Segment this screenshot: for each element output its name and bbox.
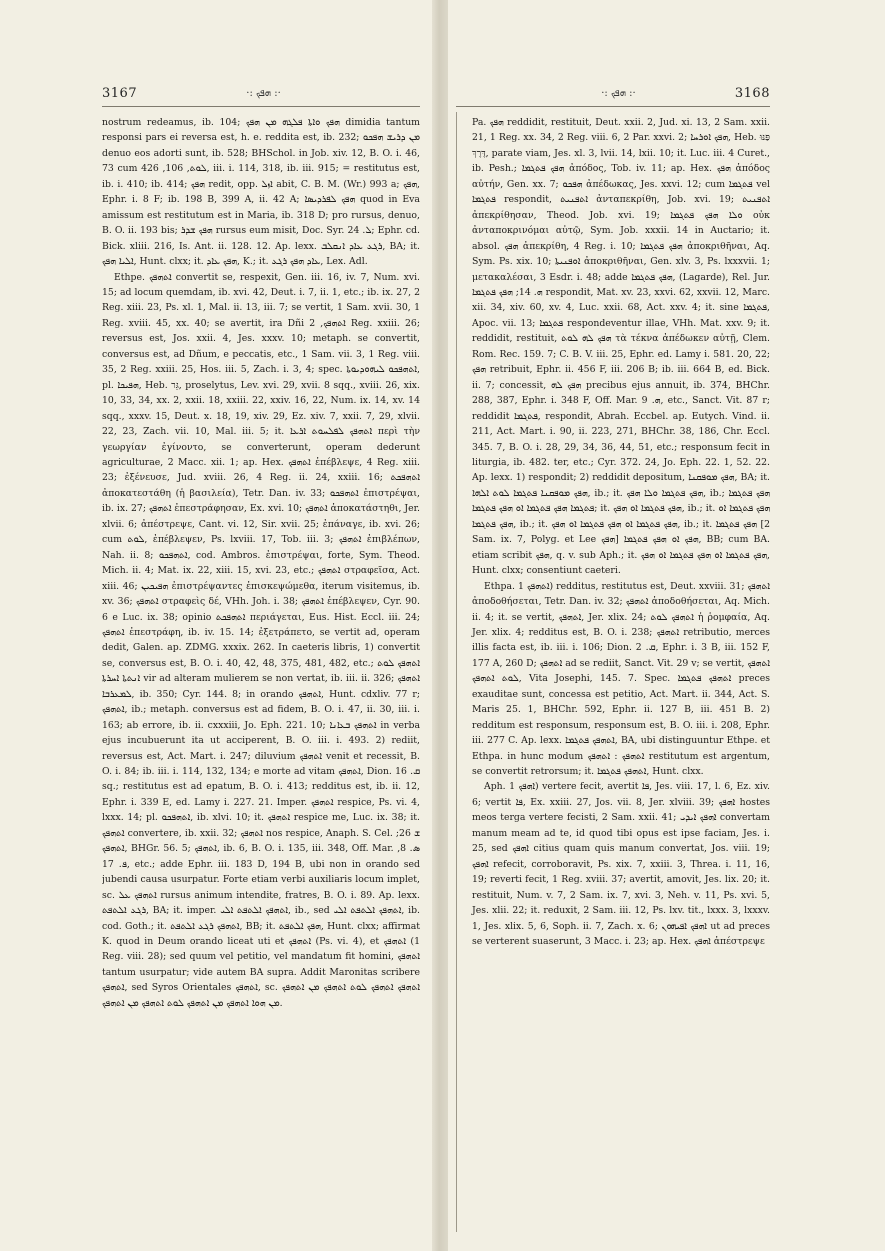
left-page-number: 3167 <box>102 86 138 102</box>
right-paragraph-3: Aph. ܐܗܦܟ 1) vertere fecit, avertit ܦܐ, Jes. viii. 17, l. 6, Ez. xiv. 6; vertit ܦܐ, Ex. xxiii. 27, Jos. vii. 8, Jer. xlviii. 39; ܐܗܦܟ hostes meos terga vertere fecisti, 2 Sam. xxii. 41; ܐܗܦܟ ܐܝܕܝ convertam manum meam ad te, id quod tibi opus est ipse faciam, Jes. i. 25, sed ܐܗܦܟ citius quam quis manum convertat, Jos. viii. 19; ܐܗܦܟ refecit, corroboravit, Ps. xix. 7, xxiii. 3, Threa. i. 11, 16, 19; reverti fecit, 1 Reg. xviii. 37; avertit, amovit, Jes. lix. 20; it. restituit, Num. v. 7, 2 Sam. ix. 7, xvi. 3, Neh. v. 11, Ps. xvi. 5, Jes. xlii. 22; it. reduxit, 2 Sam. iii. 12, Ps. lxv. tit., lxxx. 3, lxxxv. 1, Jes. xlix. 5, 6, Soph. ii. 7, Zach. x. 6; ܐܗܦܟ ܐܦܝܗܘܢ ut ad preces se verterent suaserunt, 3 Macc. i. 23; ap. Hex. ܐܗܦܟ ἀπέστρεψε <box>472 781 770 948</box>
left-paragraph-1: nostrum redeamus, ib. 104; ܗܦܟ ܘܐܬܐ ܦܠܓܗ ܡܢ ܗܦܟ dimidia tantum responsi pars ei reversa est, h. e. reddita est, ib. 232; ܡܢ ܕܪܝܫ ܗܦܟܘ denuo eos adorti sunt, ib. 528; BHSchol. in Job. xiv. 12, B. O. i. 46, 73 cum ܠܘܬ, 106, 426, iii. i. 114, 318, ib. iii. 915; = restitutus est, ib. i. 410; ib. 414; ܗܦܟ redit, opp. ܐܙܠ abit, C. B. M. (Wr.) 993 a; ܗܦܟ, Ephr. i. 8 F; ib. 198 B, 399 A, ii. 42 A; ܗܦܟ ܠܦܪܕܝܣܐ quod in Eva amissum est restitutum est in Maria, ib. 318 D; pro rursus, denuo, B. O. ii. 193 bis; ܗܦܟ ܫܕܪ rursus eum misit, Doc. Syr. ܠ. 24; Ephr. cd. Bick. xliii. 216, Is. Ant. ii. 128. 12. Ap. lexx. ܪܓܥ ܥܐܕ ܐܢܩܠܒ, BA; it. ܐܠܝܐ ܗܦܟ, Hunt. clxx; it. ܗܦܟ ܥܐܕ, K.; it. ܥܐܕ ܗܦܟ ܪܓܥ, Lex. Adl. <box>102 117 420 268</box>
left-page <box>102 82 420 1232</box>
right-page <box>456 82 770 1232</box>
right-page-header <box>456 82 770 107</box>
left-page-header <box>102 82 420 107</box>
book-gutter <box>432 0 448 1251</box>
right-page-text <box>456 115 770 949</box>
right-running-head: ·: ܗܦܟ :· <box>601 88 636 100</box>
left-running-head: ·: ܗܦܟ :· <box>246 88 281 100</box>
right-paragraph-2: Ethpa. ܐܬܗܦܟ 1) redditus, restitutus est, Deut. xxviii. 31; ܐܬܗܦܟ ἀποδοθήσεται, Tetr. Dan. iv. 32; ܐܬܗܦܟ ἀποδοθήσεται, Aq. Mich. ii. 4; it. se vertit, ܐܬܗܦܟ, Jer. xlix. 24; ܐܬܗܦܟ ܠܘܬ ἡ ῥομφαία, Aq. Jer. xlix. 4; redditus est, B. O. i. 238; ܐܬܗܦܟ retributio, merces illis facta est, ib. iii. i. 106; Dion. ܩ. 2, Ephr. i. 3 B, iii. 152 F, 177 A, 260 D; ܐܬܗܦܟ ad se rediit, Sanct. Vit. 29 v; se vertit, ܐܬܗܦܟ ܠܘܬ ܐܬܗܦܟ, Vita Josephi, 145. 7. Spec. ܐܬܗܦܟ ܦܬܓܡܐ preces exauditae sunt, concessa est petitio, Act. Mart. ii. 344, Act. S. Maris 25. 1, BHChr. 592, Ephr. ii. 127 B, iii. 451 B. 2) redditum est responsum, responsum est, B. O. iii. i. 208, Ephr. iii. 277 C. Ap. lexx. ܐܬܗܦܟ ܦܬܓܡܐ, BA, ubi distinguuntur Ethpe. et Ethpa. in hunc modum ܐܬܗܦܟ : ܐܬܗܦܟ restitutum est argentum, se convertit retrorsum; it. ܐܬܗܦܟ ܦܬܓܡܐ, Hunt. clxx. <box>472 580 770 778</box>
left-page-text <box>102 115 420 1011</box>
left-paragraph-2: Ethpe. ܐܬܗܦܟ convertit se, respexit, Gen. iii. 16, iv. 7, Num. xvi. 15; ad locum quemdam, ib. xvi. 42, Deut. i. 7, ii. 1, etc.; ib. ix. 27, 2 Reg. xiii. 23, Ps. xl. 1, Mal. ii. 13, iii. 7; se vertit, 1 Sam. xvii. 30, 1 Reg. xviii. 45, xx. 40; se avertit, ira Dñi ܐܬܗܦܟ, 2 Reg. xxiii. 26; reversus est, Jos. xxii. 4, Jes. xxxv. 10; metaph. se convertit, conversus est, ad Dñum, e peccatis, etc., 1 Sam. vii. 3, 1 Reg. viii. 35, 2 Reg. xxiii. 25, Hos. iii. 5, Zach. i. 3, 4; spec. ܐܬܗܦܟܘ ܠܝܗܘܕܝܘܬܐ, pl. ܗܦܝܟܐ, Heb. גֵּר, proselytus, Lev. xvi. 29, xvii. 8 sqq., xviii. 26, xix. 10, 33, 34, xx. 2, xxii. 18, xxiii. 22, xxiv. 16, 22, Num. ix. 14, xv. 14 sqq., xxxv. 15, Deut. x. 18, 19, xiv. 29, Ez. xiv. 7, xxii. 7, 29, xlvii. 22, 23, Zach. vii. 10, Mal. iii. 5; it. ܐܬܗܦܟ ܠܦܠܚܘܬ ܐܪܥܐ περὶ τὴν γεωργίαν ἐγίνοντο, se converterunt, operam dederunt agriculturae, 2 Macc. xii. 1; ap. Hex. ܐܬܗܦܟ ἐπέβλεψε, 4 Reg. xiii. 23; ἐξένευσε, Jud. xviii. 26, 4 Reg. ii. 24, xxiii. 16; ܐܬܗܦܟܬ ἀποκατεστάθη (ἡ βασιλεία), Tetr. Dan. iv. 33; ܐܬܗܦܟܘ ἐπιστρέψαι, ib. ix. 27; ܐܬܗܦܟ ἐπεστράφησαν, Ex. xvi. 10; ܐܬܗܦܟ ἀποκατάστηθι, Jer. xlvii. 6; ἀπέστρεψε, Cant. vi. 12, Sir. xvii. 25; ἐπάναγε, ib. xvi. 26; cum ܠܘܬ, ἐπέβλεψεν, Ps. lxviii. 17, Tob. iii. 3; ܐܬܗܦܟ ἐπιβλέπων, Nah. ii. 8; ܐܬܗܦܟܘ, cod. Ambros. ἐπιστρέψαι, forte, Sym. Theod. Mich. ii. 4; Mat. ix. 22, xiii. 15, xvi. 23, etc.; ܐܬܗܦܟ στραφεῖσα, Act. xiii. 46; ܗܦܝܟܝܢ ἐπιστρέψαντες ἐπισκεψώμεθα, iterum visitemus, ib. xv. 36; ܐܬܗܦܟ στραφεὶς δέ, VHh. Joh. i. 38; ܐܬܗܦܟ ἐπέβλεψεν, Cyr. 90. 6 e Luc. ix. 38; opinio ܐܬܗܦܟܬ περιάγεται, Eus. Hist. Eccl. iii. 24; ܐܬܗܦܟ ἐπεστράφη, ib. iv. 15. 14; ἐξετράπετο, se vertit ad, operam dedit, Galen. ap. ZDMG. xxxix. 262. In caeteris libris, 1) convertit se, conversus est, B. O. i. 40, 42, 48, 375, 481, 482, etc.; ܐܬܗܦܟ ܠܘܬ ܐܢܬܬܐ ܐܚܪܬܐ vir ad alteram mulierem se non vertat, ib. iii. ii. 326; ܐܬܗܦܟ ܠܡܥܪܒܐ, ib. 350; Cyr. 144. 8; in orando ܐܬܗܦܟ, Hunt. cdxliv. 77 r; ܐܬܗܦܟ, ib.; metaph. conversus est ad fidem, B. O. i. 47, ii. 30, iii. i. 163; ab errore, ib. ii. cxxxiii, Jo. Eph. 221. 10; ܐܬܗܦܟ ܒܥܐܢܐ in verba ejus incubuerunt ita ut acciperent, B. O. iii. i. 493. 2) rediit, reversus est, Act. Mart. i. 247; diluvium ܐܬܗܦܟ venit et recessit, B. O. i. 84; ib. iii. i. 114, 132, 134; e morte ad vitam ܐܬܗܦܟ, Dion. ܩ. 16 sq.; restitutus est ad epatum, B. O. i. 413; redditus est, ib. ii. 12, Ephr. i. 339 E, ed. Lamy i. 227. 21. Imper. ܐܬܗܦܟ respice, Ps. vi. 4, lxxx. 14; pl. ܐܬܗܦܟܘ, ib. xlvi. 10; it. ܐܬܗܦܟ respice me, Luc. ix. 38; it. ܐܬܗܦܟ convertere, ib. xxii. 32; ܐܬܗܦܟ nos respice, Anaph. S. Cel. ܫ 26; ܐܬܗܦܟ, BHGr. 56. 5; ܐܬܗܦܟ, ib. 6, B. O. i. 135, iii. 348, Off. Mar. ܣ. 8, ܦ. 17, etc.; adde Ephr. iii. 183 D, 194 B, ubi non in orando sed jubendi causa usurpatur. Forte etiam verbi auxiliaris locum implet, sc. ܐܬܗܦܟ ܥܠ rursus animum intendite, fratres, B. O. i. 89. Ap. lexx. ܪܓܥ ܐܠܬܦܬ, BA; it. imper. ܐܬܗܦܟ ܐܠܬܦܬ ܐܠܝ, ib., sed ܐܬܗܦܟ ܐܠܬܦܬ ܐܠܝ, ib. cod. Goth.; it. ܐܬܗܦܟ ܪܓܥ ܐܠܬܦܬ, BB; it. ܗܦܟ ܐܠܬܦܬ, Hunt. clxx; affirmat K. quod in Deum orando liceat uti et ܐܬܗܦܟ (Ps. vi. 4), et ܐܬܗܦܟ (1 Reg. viii. 28); sed quum vel petitio, vel mandatum fit homini, ܐܬܗܦܟ tantum usurpatur; vide autem BA supra. Addit Maronitas scribere ܐܬܗܦܟ, sed Syros Orientales ܐܬܗܦܟ, sc. ܐܬܗܦܟ ܐܬܗܦܟ ܠܘܬ ܐܬܗܦܟ ܡܢ ܐܬܗܦܟ ܡܢ ܗܘܐ ܐܬܗܦܟ ܡܢ ܐܬܗܦܟ ܠܘܬ ܐܬܗܦܟ ܡܢ ܐܬܗܦܟ. <box>102 271 420 1009</box>
right-paragraph-1: Pa. ܗܦܟ reddidit, restituit, Deut. xxii. 2, Jud. xi. 13, 2 Sam. xxii. 21, 1 Reg. xx. 34, 2 Reg. viii. 6, 2 Par. xxvi. 2; ܗܦܟ ܐܘܪܚܐ, Heb. פַּנּוּ דֶּרֶךְ, parate viam, Jes. xl. 3, lvii. 14, lxii. 10; it. Luc. iii. 4 Curet., ib. Pesh.; ܗܦܟ ܦܬܓܡܐ ἀπόδος, Tob. iv. 11; ap. Hex. ܗܦܟ ἀπόδος αὐτήν, Gen. xx. 7; ܗܦܟܘ ἀπέδωκας, Jes. xxvi. 12; cum ܦܬܓܡܐ vel ܦܬܓܡܐ respondit, ܐܬܦܢܝܬ ἀνταπεκρίθη, Job. xvi. 19; ܐܬܦܢܝܬ ἀπεκρίθησαν, Theod. Job. xvi. 19; ܘܠܐ ܗܦܟ ܦܬܓܡܐ οὐκ ἀνταποκρινόμαι αὐτῷ, Sym. Job. xxxii. 14 in Auctario; it. absol. ܗܦܟ ἀπεκρίθη, 4 Reg. i. 10; ܗܦܟ ܦܬܓܡܐ ἀποκριθῆναι, Aq. Sym. Ps. xix. 10; ܐܘܦܢܝܬܐ ἀποκριθῆναι, Gen. xlv. 3, Ps. lxxxvii. 1; μετακαλέσαι, 3 Esdr. i. 48; adde ܗܦܟ ܦܬܓܡܐ, (Lagarde), Rel. Jur. ܗ. 14; ܗܦܟ ܦܬܓܡܐ respondit, Mat. xv. 23, xxvi. 62, xxvii. 12, Marc. xii. 34, xiv. 60, xv. 4, Luc. xxii. 68, Act. xxv. 4; it. sine ܦܬܓܡܐ, Apoc. vii. 13; ܦܬܓܡܐ respondeventur illae, VHh. Mat. xxv. 9; it. reddidit, restituit, ܗܦܟ ܠܗ ܠܘܬ τὰ τέκνα ἀπέδωκεν αὐτῇ, Clem. Rom. Rec. 159. 7; C. B. V. iii. 25, Ephr. ed. Lamy i. 581. 20, 22; ܗܦܟ retribuit, Ephr. ii. 456 F, iii. 206 B; ib. iii. 664 B, ed. Bick. ii. 7; concessit, ܗܦܟ ܠܗ precibus ejus annuit, ib. 374, BHChr. 288, 387, Ephr. i. 348 F, Off. Mar. ܗ. 9, etc., Sanct. Vit. 87 r; reddidit ܦܬܓܡܐ, respondit, Abrah. Eccbel. ap. Eutych. Vind. ii. 211, Act. Mart. i. 90, ii. 223, 271, BHChr. 38, 186, Chr. Eccl. 345. 7, B. O. i. 28, 29, 34, 36, 44, 51, etc.; responsum fecit in liturgia, ib. 482. ter, etc.; Cyr. 372. 24, Jo. Eph. 22. 1, 52. 22. Ap. lexx. 1) respondit; 2) reddidit depositum, ܗܦܟ ܡܘܦܩܢܐ, BA; it. ܗܦܟ ܡܘܦܩܢܐ ܦܬܓܡܐ ܠܘܬ ܐܠܗܐ, ib.; it. ܗܦܟ ܦܬܓܡܐ ܘܠܐ ܗܦܟ, ib.; ܗܦܟ ܦܬܓܡܐ ܦܬܓܡܐ ܗܦܟ ܦܬܓܡܐ ܐܘ ܗܦܟ ܦܬܓܡܐ; it. ܗܦܟ ܦܬܓܡܐ ܐܘ ܗܦܟ, ib.; it. ܗܦܟ ܦܬܓܡܐ ܐܘ ܗܦܟ ܦܬܓܡܐ, ib.; it. ܗܦܟ ܦܬܓܡܐ ܐܘ ܗܦܟ ܦܬܓܡܐ ܐܘ ܗܦܟ, ib.; it. ܗܦܟ ܦܬܓܡܐ [2 Sam. ix. 7, Polyg. et Lee ܗܦܟ] ܗܦܟ ܐܘ ܗܦܟ ܦܬܓܡܐ, BB; cum BA. etiam scribit ܗܦܟ, q. v. sub Aph.; it. ܗܦܟ ܦܬܓܡܐ ܐܘ ܗܦܟ ܦܬܓܡܐ ܐܘ ܗܦܟ, Hunt. clxx; consentiunt caeteri. <box>472 117 770 577</box>
column-rule <box>456 112 457 1232</box>
right-page-number: 3168 <box>734 86 770 102</box>
